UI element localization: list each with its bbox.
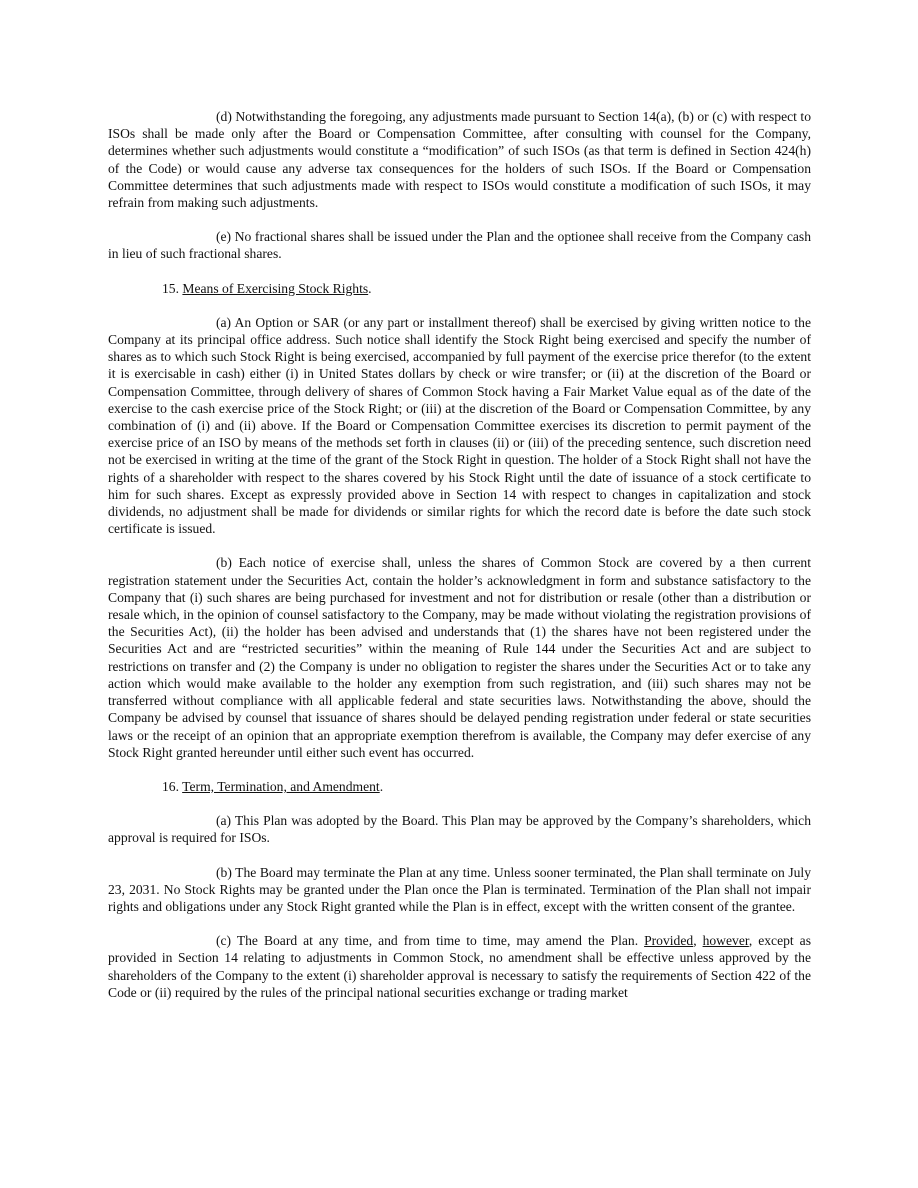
section-16b-paragraph: (b) The Board may terminate the Plan at any time. Unless sooner terminated, the Plan shall terminate on July 23, 2031. No Stock Rights may be granted under the Plan once the Plan is terminated. Termination of the Plan shall not impair rights and obligations under any Stock Right granted while the Plan is in effect, except with the written consent of the grantee. (108, 864, 811, 914)
document-page (108, 108, 811, 1018)
section-16a-paragraph: (a) This Plan was adopted by the Board. This Plan may be approved by the Company’s shareholders, which approval is required for ISOs. (108, 813, 811, 846)
provided-term: Provided (644, 933, 694, 949)
section-15-heading (108, 280, 811, 297)
however-term: however (702, 933, 749, 949)
section-16c-start: (c) The Board at any time, and from time to time, may amend the Plan. (216, 933, 645, 949)
section-16c-rest: , except as provided in Section 14 relating to adjustments in Common Stock, no amendment shall be effective unless approved by the shareholders of the Company to the extent (i) shareholder approval is necessary to satisfy the requirements of Section 422 of the Code or (ii) required by the rules of the principal national securities exchange or trading market (108, 933, 812, 1000)
section-15-number: 15. (162, 280, 179, 296)
section-16-title: Term, Termination, and Amendment (182, 778, 380, 794)
section-16c-comma: , (693, 933, 703, 949)
section-16c-paragraph (108, 932, 811, 1001)
section-16-heading (108, 778, 811, 795)
section-15a-paragraph: (a) An Option or SAR (or any part or installment thereof) shall be exercised by giving written notice to the Company at its principal office address. Such notice shall identify the Stock Right being exercised and specify the number of shares as to which such Stock Right is being exercised, accompanied by full payment of the exercise price therefor (to the extent it is exercisable in cash) either (i) in United States dollars by check or wire transfer; or (ii) at the discretion of the Board or Compensation Committee, through delivery of shares of Common Stock having a Fair Market Value equal as of the date of the exercise to the cash exercise price of the Stock Right; or (iii) at the discretion of the Board or Compensation Committee, by any combination of (i) and (ii) above. If the Board or Compensation Committee exercises its discretion to permit payment of the exercise price of an ISO by means of the methods set forth in clauses (ii) or (iii) of the preceding sentence, such discretion need not be exercised in writing at the time of the grant of the Stock Right in question. The holder of a Stock Right shall not have the rights of a shareholder with respect to the shares covered by his Stock Right until the date of issuance of a stock certificate to him for such shares. Except as expressly provided above in Section 14 with respect to changes in capitalization and stock dividends, no adjustment shall be made for dividends or similar rights for which the record date is before the date such stock certificate is issued. (108, 314, 811, 537)
section-16-period: . (379, 778, 384, 794)
section-14d-paragraph: (d) Notwithstanding the foregoing, any adjustments made pursuant to Section 14(a), (b) or (c) with respect to ISOs shall be made only after the Board or Compensation Committee, after consulting with counsel for the Company, determines whether such adjustments would constitute a “modification” of such ISOs (as that term is defined in Section 424(h) of the Code) or would cause any adverse tax consequences for the holders of such ISOs. If the Board or Compensation Committee determines that such adjustments made with respect to ISOs would constitute a modification of such ISOs, it may refrain from making such adjustments. (108, 109, 811, 211)
section-16-number: 16. (162, 778, 179, 794)
section-15-title: Means of Exercising Stock Rights (182, 280, 369, 296)
section-15-period: . (368, 280, 372, 296)
section-14e-paragraph: (e) No fractional shares shall be issued under the Plan and the optionee shall receive from the Company cash in lieu of such fractional shares. (108, 229, 811, 262)
section-15b-paragraph: (b) Each notice of exercise shall, unless the shares of Common Stock are covered by a then current registration statement under the Securities Act, contain the holder’s acknowledgment in form and substance satisfactory to the Company that (i) such shares are being purchased for investment and not for distribution or resale (other than a distribution or resale which, in the opinion of counsel satisfactory to the Company, may be made without violating the registration provisions of the Securities Act), (ii) the holder has been advised and understands that (1) the shares have not been registered under the Securities Act and are “restricted securities” within the meaning of Rule 144 under the Securities Act and are subject to restrictions on transfer and (2) the Company is under no obligation to register the shares under the Securities Act or to take any action which would make available to the holder any exemption from such registration, and (iii) such shares may not be transferred without compliance with all applicable federal and state securities laws. Notwithstanding the above, should the Company be advised by counsel that issuance of shares should be delayed pending registration under federal or state securities laws or the receipt of an opinion that an appropriate exemption therefrom is available, the Company may defer exercise of any Stock Right granted hereunder until either such event has occurred. (108, 555, 811, 760)
